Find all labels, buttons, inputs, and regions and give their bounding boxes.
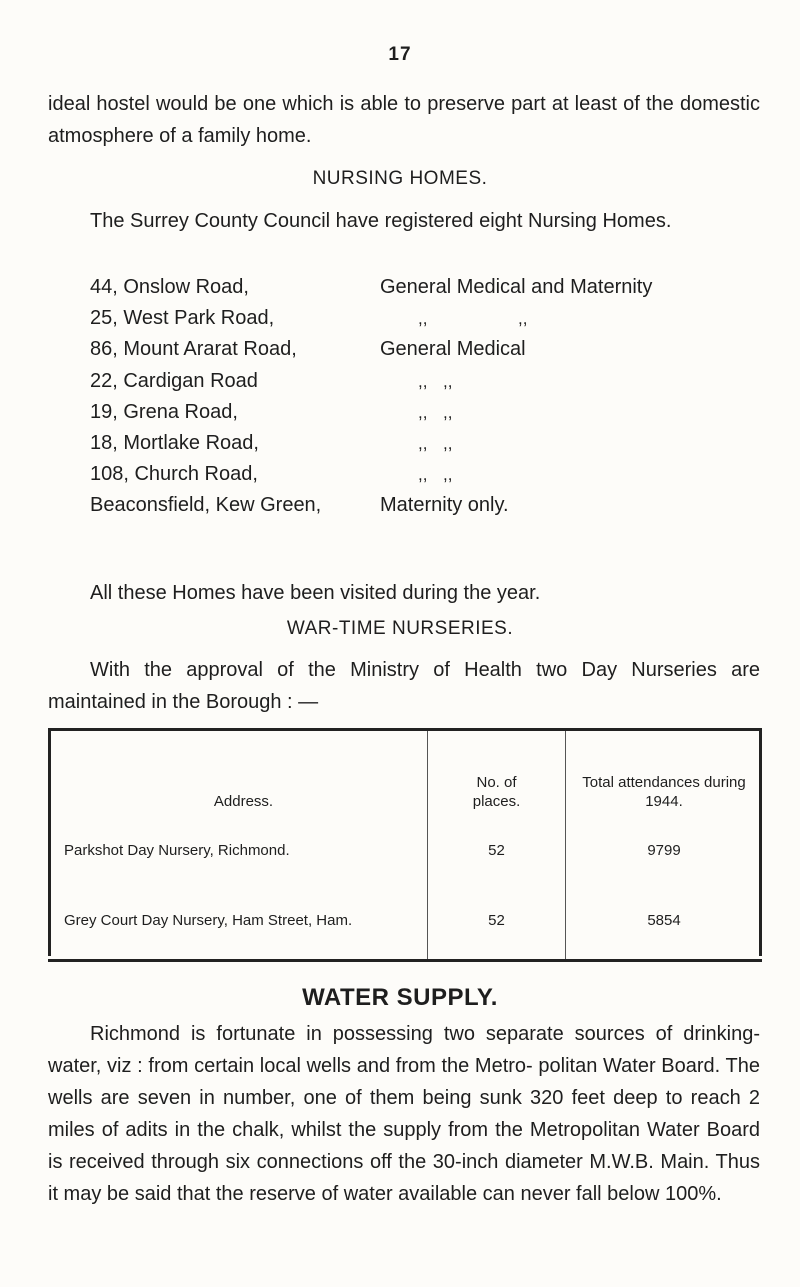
home-address: 86, Mount Ararat Road, [90, 338, 297, 361]
ditto-mark: ,, [418, 433, 428, 453]
home-type: Maternity only. [380, 494, 509, 517]
page-number: 17 [388, 44, 412, 65]
ditto-mark: ,, [443, 465, 453, 485]
table-header-row [48, 730, 762, 820]
war-time-nurseries-intro: With the approval of the Ministry of Health two Day Nurseries are maintained in the Borough : — [48, 659, 760, 713]
column-header-total [566, 730, 763, 820]
cell-places: 52 [428, 881, 566, 961]
home-address: 108, Church Road, [90, 463, 258, 486]
list-item [90, 303, 760, 334]
ditto-mark: ,, [418, 402, 428, 422]
home-type-ditto [380, 459, 760, 490]
column-header-total-label: Total attendances during 1944. [582, 774, 746, 810]
home-type: General Medical and Maternity [380, 276, 653, 298]
water-supply-heading: WATER SUPPLY. [302, 984, 498, 1011]
list-item [90, 490, 760, 521]
list-item [90, 334, 760, 365]
home-address: 44, Onslow Road, [90, 276, 249, 298]
ditto-mark: ,, [418, 371, 428, 391]
column-header-address: Address. [213, 793, 274, 810]
home-type-ditto [380, 303, 760, 334]
list-item [90, 459, 760, 490]
home-type: General Medical [380, 338, 526, 361]
home-type-ditto [380, 397, 760, 428]
home-address: 18, Mortlake Road, [90, 431, 259, 454]
nursing-homes-heading: NURSING HOMES. [312, 168, 488, 189]
list-item [90, 397, 760, 428]
nursing-homes-list [90, 272, 760, 522]
nursing-homes-intro: The Surrey County Council have registered eight Nursing Homes. [90, 210, 672, 232]
home-address: Beaconsfield, Kew Green, [90, 494, 322, 517]
war-time-nurseries-heading: WAR-TIME NURSERIES. [286, 618, 514, 639]
cell-address [48, 881, 428, 961]
water-supply-text: Richmond is fortunate in possessing two separate sources of drinking-water, viz : from certain local wells and from the Metro- politan Water Board. The wells are seven in number, one of them being sunk 320 feet deep to reach 2 miles of adits in the chalk, whilst the supply from the Metropolitan Water Board is received through six connections off the 30-inch diameter M.W.B. Main. Thus it may be said that the reserve of water available can never fall below 100%. [48, 1023, 760, 1205]
list-item [90, 366, 760, 397]
cell-total: 9799 [647, 841, 681, 859]
ditto-mark: ,, [418, 309, 428, 329]
ditto-mark: ,, [418, 465, 428, 485]
ditto-mark: ,, [443, 433, 453, 453]
cell-address-text: Grey Court Day Nursery, Ham Street, Ham. [64, 911, 353, 929]
table-right-border [759, 728, 762, 956]
column-header-places-label: No. of places. [472, 774, 521, 810]
cell-address: Parkshot Day Nursery, Richmond. [64, 841, 290, 859]
table-row [48, 881, 762, 961]
cell-places: 52 [428, 819, 566, 881]
home-address: 19, Grena Road, [90, 400, 238, 423]
nursing-homes-closing: All these Homes have been visited during the year. [90, 582, 541, 604]
table-row [48, 819, 762, 881]
column-header-places [428, 730, 566, 820]
nurseries-table [48, 728, 762, 962]
home-type-ditto [380, 366, 760, 397]
intro-paragraph: ideal hostel would be one which is able to preserve part at least of the domestic atmosphere of a family home. [48, 93, 760, 147]
ditto-mark: ,, [443, 371, 453, 391]
home-address: 22, Cardigan Road [90, 369, 258, 392]
ditto-mark: ,, [518, 309, 528, 329]
list-item [90, 272, 760, 303]
list-item [90, 428, 760, 459]
cell-total: 5854 [647, 911, 681, 929]
home-type-ditto [380, 428, 760, 459]
table-left-border [48, 728, 51, 956]
home-address: 25, West Park Road, [90, 307, 275, 330]
ditto-mark: ,, [443, 402, 453, 422]
